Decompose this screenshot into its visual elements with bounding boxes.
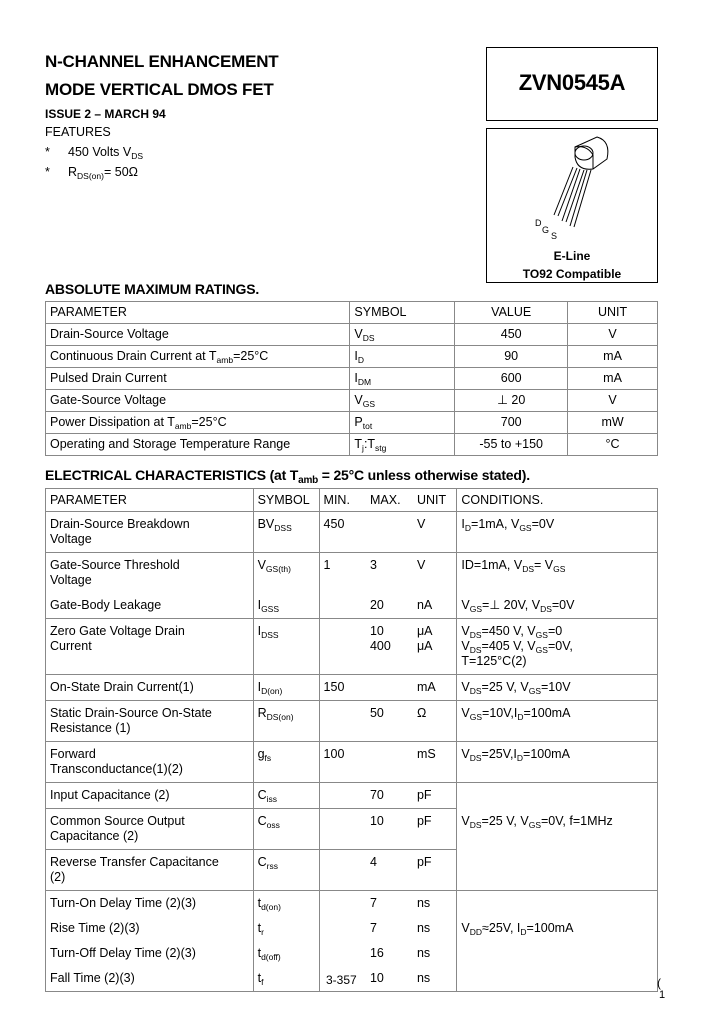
feature-sub: DS(on) xyxy=(77,171,104,181)
col-header: SYMBOL xyxy=(350,302,455,324)
unit-cell: mA xyxy=(568,346,658,368)
min-cell xyxy=(319,891,366,917)
issue-date: ISSUE 2 – MARCH 94 xyxy=(45,107,166,121)
table-row xyxy=(46,742,658,783)
elec-heading-post: = 25°C unless otherwise stated). xyxy=(318,467,530,483)
value-cell: 450 xyxy=(455,324,568,346)
unit-cell: pF xyxy=(413,783,457,809)
conditions-cell: $V_{DS}=25$ V, $V_{GS}=10V$ xyxy=(457,675,658,701)
unit-cell: pF xyxy=(413,809,457,850)
max-cell: 70 xyxy=(366,783,413,809)
conditions-cell: ID=1mA, $V_{DS}= V_{GS}$ xyxy=(457,553,658,594)
symbol-cell: $C_{oss}$ xyxy=(253,809,319,850)
col-header: MAX. xyxy=(366,489,413,512)
col-header: PARAMETER xyxy=(46,302,350,324)
param-cell: Turn-On Delay Time (2)(3) xyxy=(50,896,197,910)
unit-cell: V xyxy=(568,390,658,412)
table-row xyxy=(46,368,658,390)
min-cell xyxy=(319,701,366,742)
symbol-cell: $t_f$ xyxy=(253,966,319,992)
value-cell: 600 xyxy=(455,368,568,390)
param-cell: Input Capacitance (2) xyxy=(46,783,254,809)
unit-cell: mW xyxy=(568,412,658,434)
value-cell: 90 xyxy=(455,346,568,368)
unit-cell: mA xyxy=(568,368,658,390)
table-row xyxy=(46,619,658,675)
symbol-cell: $I_{DM}$ xyxy=(350,368,455,390)
min-cell: 100 xyxy=(319,742,366,783)
param-cell: Static Drain-Source On-State Resistance (1) xyxy=(46,701,254,742)
param-cell: Drain-Source Breakdown Voltage xyxy=(46,512,254,553)
param-cell: Forward Transconductance(1)(2) xyxy=(46,742,254,783)
table-row xyxy=(46,891,658,917)
table-row xyxy=(46,675,658,701)
to92-package-icon xyxy=(487,129,657,239)
max-cell: 50 xyxy=(366,701,413,742)
abs-max-table xyxy=(45,301,658,456)
symbol-cell: $C_{rss}$ xyxy=(253,850,319,891)
unit-cell: ns xyxy=(416,921,431,935)
elec-heading-sub: amb xyxy=(298,475,319,486)
symbol-cell: $P_{tot}$ xyxy=(350,412,455,434)
title-line-1: N-CHANNEL ENHANCEMENT xyxy=(45,52,279,71)
features-heading: FEATURES xyxy=(45,125,111,139)
elec-heading xyxy=(45,467,530,486)
max-cell: 16 xyxy=(369,946,384,960)
param-cell: Gate-Source Voltage xyxy=(46,390,350,412)
symbol-cell: $V_{GS}$ xyxy=(350,390,455,412)
conditions-cell: $V_{DD}\approx 25V$, $I_D=100mA$ xyxy=(457,916,658,941)
table-row xyxy=(46,850,658,891)
table-row xyxy=(46,390,658,412)
min-cell xyxy=(319,941,366,966)
min-cell: 150 xyxy=(319,675,366,701)
max-cell xyxy=(366,675,413,701)
corner-digit: 1 xyxy=(659,989,666,1001)
param-cell: Reverse Transfer Capacitance (2) xyxy=(46,850,254,891)
col-header: SYMBOL xyxy=(253,489,319,512)
conditions-cell: $V_{DS}=450$ V, $V_{GS}=0$ $V_{DS}=405$ V, $V_{GS}=0V$, T=125°C(2) xyxy=(457,619,658,675)
min-cell xyxy=(319,593,366,619)
param-cell: Gate-Source Threshold Voltage xyxy=(50,558,180,587)
param-cell: Operating and Storage Temperature Range xyxy=(46,434,350,456)
max-cell xyxy=(366,512,413,553)
table-row xyxy=(46,941,658,966)
symbol-cell: $V_{GS(th)}$ xyxy=(253,553,319,594)
unit-cell: nA xyxy=(413,593,457,619)
table-header-row xyxy=(46,302,658,324)
min-cell: 1 xyxy=(319,553,366,594)
unit-cell: mS xyxy=(413,742,457,783)
symbol-cell: $t_{d(off)}$ xyxy=(253,941,319,966)
param-cell: Zero Gate Voltage Drain Current xyxy=(46,619,254,675)
symbol-cell: $t_{d(on)}$ xyxy=(253,891,319,917)
feature-item xyxy=(45,145,144,161)
param-cell: Common Source Output Capacitance (2) xyxy=(46,809,254,850)
symbol-cell: $I_D$ xyxy=(350,346,455,368)
unit-cell: ns xyxy=(413,966,457,992)
unit-cell: pF xyxy=(413,850,457,891)
feature-text: R xyxy=(68,165,78,179)
max-cell: 4 xyxy=(366,850,413,891)
table-row xyxy=(46,324,658,346)
value-cell: ⊥ 20 xyxy=(455,390,568,412)
conditions-cell: $V_{DS}=25$ V, $V_{GS}=0V$, f=1MHz xyxy=(457,809,658,850)
conditions-cell: $I_D=1mA$, $V_{GS}=0V$ xyxy=(457,512,658,553)
unit-cell: ns xyxy=(416,946,431,960)
param-cell: Drain-Source Voltage xyxy=(46,324,350,346)
col-header: UNIT xyxy=(413,489,457,512)
abs-max-heading: ABSOLUTE MAXIMUM RATINGS. xyxy=(45,281,260,297)
elec-heading-pre: ELECTRICAL CHARACTERISTICS (at T xyxy=(45,467,299,483)
table-row xyxy=(46,809,658,850)
package-box xyxy=(486,128,658,283)
page-number: 3-357 xyxy=(326,973,357,987)
unit-cell: mA xyxy=(413,675,457,701)
symbol-cell: $BV_{DSS}$ xyxy=(253,512,319,553)
max-cell: 10 400 xyxy=(366,619,413,675)
pin-s-label: S xyxy=(551,231,558,239)
symbol-cell: $I_{DSS}$ xyxy=(253,619,319,675)
max-cell: 10 xyxy=(366,809,413,850)
param-cell: On-State Drain Current(1) xyxy=(46,675,254,701)
unit-cell: Ω xyxy=(413,701,457,742)
param-cell: Continuous Drain Current at $T_{amb}=25^\circ C$ xyxy=(46,346,350,368)
unit-cell: V xyxy=(568,324,658,346)
table-row xyxy=(46,512,658,553)
conditions-cell xyxy=(457,783,658,809)
min-cell xyxy=(319,916,366,941)
value-cell: -55 to +150 xyxy=(455,434,568,456)
feature-bullet: * xyxy=(45,165,50,179)
symbol-cell: $g_{fs}$ xyxy=(253,742,319,783)
min-cell xyxy=(319,619,366,675)
feature-suffix: = 50Ω xyxy=(103,165,138,179)
param-cell: Fall Time (2)(3) xyxy=(46,966,254,992)
min-cell: 450 xyxy=(319,512,366,553)
table-row xyxy=(46,916,658,941)
table-row xyxy=(46,412,658,434)
param-cell: Rise Time (2)(3) xyxy=(50,921,140,935)
max-cell: 7 xyxy=(369,896,377,910)
symbol-cell: $I_{D(on)}$ xyxy=(253,675,319,701)
conditions-cell xyxy=(457,850,658,891)
table-row xyxy=(46,553,658,594)
feature-bullet: * xyxy=(45,145,50,159)
part-number-box xyxy=(486,47,658,121)
table-row xyxy=(46,346,658,368)
unit-cell: μA μA xyxy=(413,619,457,675)
conditions-cell: $V_{DS}=25V,I_D=100mA$ xyxy=(457,742,658,783)
table-row xyxy=(46,434,658,456)
unit-cell: °C xyxy=(568,434,658,456)
symbol-cell: $t_r$ xyxy=(253,916,319,941)
param-cell: Gate-Body Leakage xyxy=(46,593,254,619)
col-header: MIN. xyxy=(319,489,366,512)
symbol-cell: $T_j:T_{stg}$ xyxy=(350,434,455,456)
symbol-cell: $I_{GSS}$ xyxy=(253,593,319,619)
table-row xyxy=(46,701,658,742)
min-cell xyxy=(319,809,366,850)
unit-cell: V xyxy=(416,558,426,572)
param-cell: Turn-Off Delay Time (2)(3) xyxy=(50,946,196,960)
value-cell: 700 xyxy=(455,412,568,434)
part-number: ZVN0545A xyxy=(518,70,626,95)
conditions-cell: $V_{GS}=10V,I_D=100mA$ xyxy=(457,701,658,742)
table-header-row xyxy=(46,489,658,512)
max-cell: 3 xyxy=(369,558,377,572)
package-name: E-Line xyxy=(553,249,591,263)
col-header: PARAMETER xyxy=(46,489,254,512)
max-cell: 20 xyxy=(366,593,413,619)
package-compat: TO92 Compatible xyxy=(522,267,622,281)
title-line-2: MODE VERTICAL DMOS FET xyxy=(45,80,274,99)
symbol-cell: $V_{DS}$ xyxy=(350,324,455,346)
max-cell: 7 xyxy=(369,921,377,935)
max-cell xyxy=(366,742,413,783)
min-cell xyxy=(319,783,366,809)
table-row xyxy=(46,783,658,809)
col-header: VALUE xyxy=(455,302,568,324)
feature-sub: DS xyxy=(131,151,144,161)
conditions-cell xyxy=(457,941,658,966)
corner-mark: ( xyxy=(657,976,661,990)
conditions-cell: $V_{GS}=\perp$ 20V, $V_{DS}=0V$ xyxy=(457,593,658,619)
symbol-cell: $C_{iss}$ xyxy=(253,783,319,809)
max-cell: 10 xyxy=(366,966,413,992)
pin-g-label: G xyxy=(542,225,550,235)
min-cell xyxy=(319,850,366,891)
pin-d-label: D xyxy=(535,218,542,228)
unit-cell: ns xyxy=(416,896,431,910)
conditions-cell xyxy=(457,891,658,917)
conditions-cell xyxy=(457,966,658,992)
table-row xyxy=(46,593,658,619)
feature-text: 450 Volts V xyxy=(68,145,132,159)
param-cell: Power Dissipation at $T_{amb}=25^\circ C$ xyxy=(46,412,350,434)
symbol-cell: $R_{DS(on)}$ xyxy=(253,701,319,742)
elec-table xyxy=(45,488,658,992)
param-cell: Pulsed Drain Current xyxy=(46,368,350,390)
col-header: CONDITIONS. xyxy=(457,489,658,512)
unit-cell: V xyxy=(413,512,457,553)
col-header: UNIT xyxy=(568,302,658,324)
